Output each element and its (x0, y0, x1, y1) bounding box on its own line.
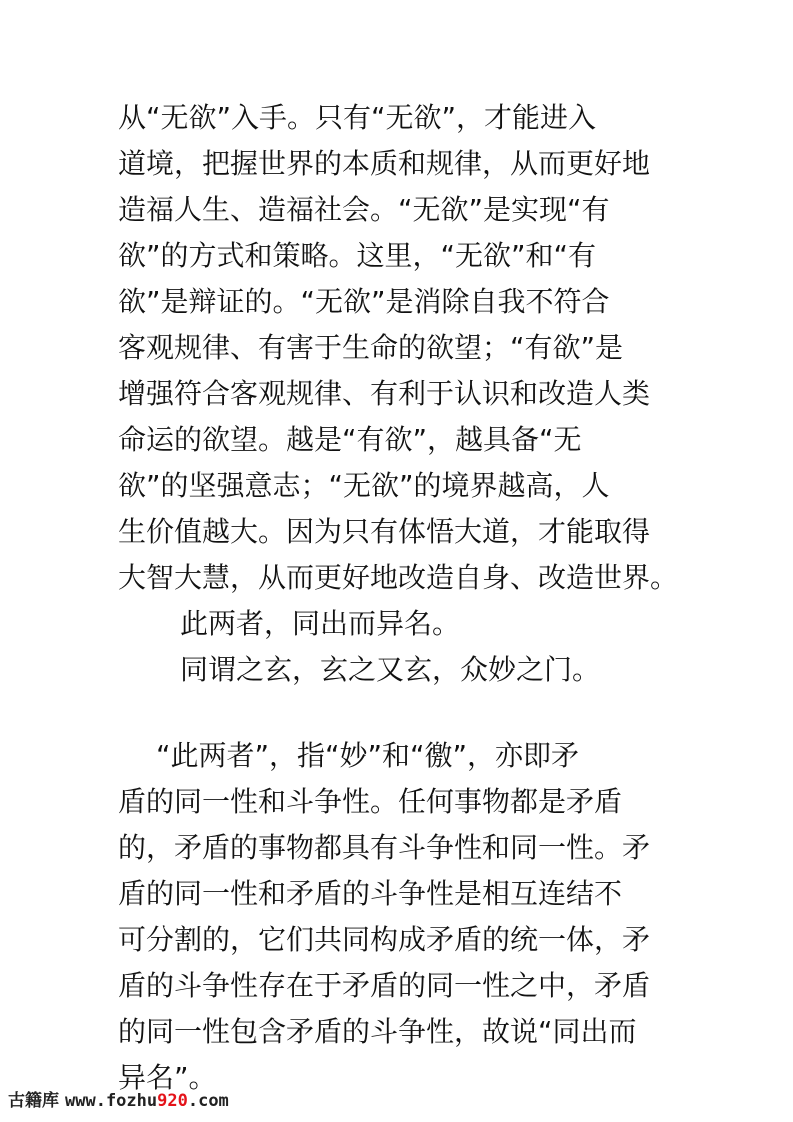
text-line: 的同一性包含矛盾的斗争性，故说“同出而 (118, 1015, 637, 1048)
scripture-quote (118, 601, 678, 693)
site-watermark (8, 1089, 229, 1113)
text-line: 从“无欲”入手。只有“无欲”，才能进入 (118, 101, 597, 134)
text-line: 欲”是辩证的。“无欲”是消除自我不符合 (118, 285, 610, 318)
document-body (118, 95, 678, 1101)
text-line: 盾的同一性和矛盾的斗争性是相互连结不 (118, 877, 623, 910)
watermark-url-prefix: www.fozhu (65, 1091, 158, 1111)
text-line: 盾的斗争性存在于矛盾的同一性之中，矛盾 (118, 969, 651, 1002)
text-line: 命运的欲望。越是“有欲”，越具备“无 (118, 423, 582, 456)
watermark-url-number: 920 (157, 1091, 188, 1111)
scripture-line: 此两者，同出而异名。 (180, 607, 461, 640)
text-line: 客观规律、有害于生命的欲望；“有欲”是 (118, 331, 624, 364)
text-line: 盾的同一性和斗争性。任何事物都是矛盾 (118, 785, 623, 818)
text-line: 增强符合客观规律、有利于认识和改造人类 (118, 377, 651, 410)
paragraph-wu-yu (118, 95, 678, 601)
text-line: 生价值越大。因为只有体悟大道，才能取得 (118, 515, 651, 548)
text-line: 造福人生、造福社会。“无欲”是实现“有 (118, 193, 610, 226)
text-line: 欲”的坚强意志；“无欲”的境界越高，人 (118, 469, 610, 502)
text-line: 的，矛盾的事物都具有斗争性和同一性。矛 (118, 831, 651, 864)
paragraph-ci-liang-zhe (118, 733, 678, 1101)
scripture-line: 同谓之玄，玄之又玄，众妙之门。 (180, 653, 601, 686)
text-line: 欲”的方式和策略。这里，“无欲”和“有 (118, 239, 597, 272)
watermark-brand: 古籍库 (8, 1091, 59, 1111)
text-line: 可分割的，它们共同构成矛盾的统一体，矛 (118, 923, 651, 956)
text-line: 大智大慧，从而更好地改造自身、改造世界。 (118, 561, 679, 594)
text-line: 异名”。 (118, 1061, 217, 1094)
watermark-url-suffix: .com (187, 1091, 229, 1111)
text-line: “此两者”，指“妙”和“徼”，亦即矛 (156, 739, 580, 772)
paragraph-spacer (118, 693, 678, 733)
text-line: 道境，把握世界的本质和规律，从而更好地 (118, 147, 651, 180)
